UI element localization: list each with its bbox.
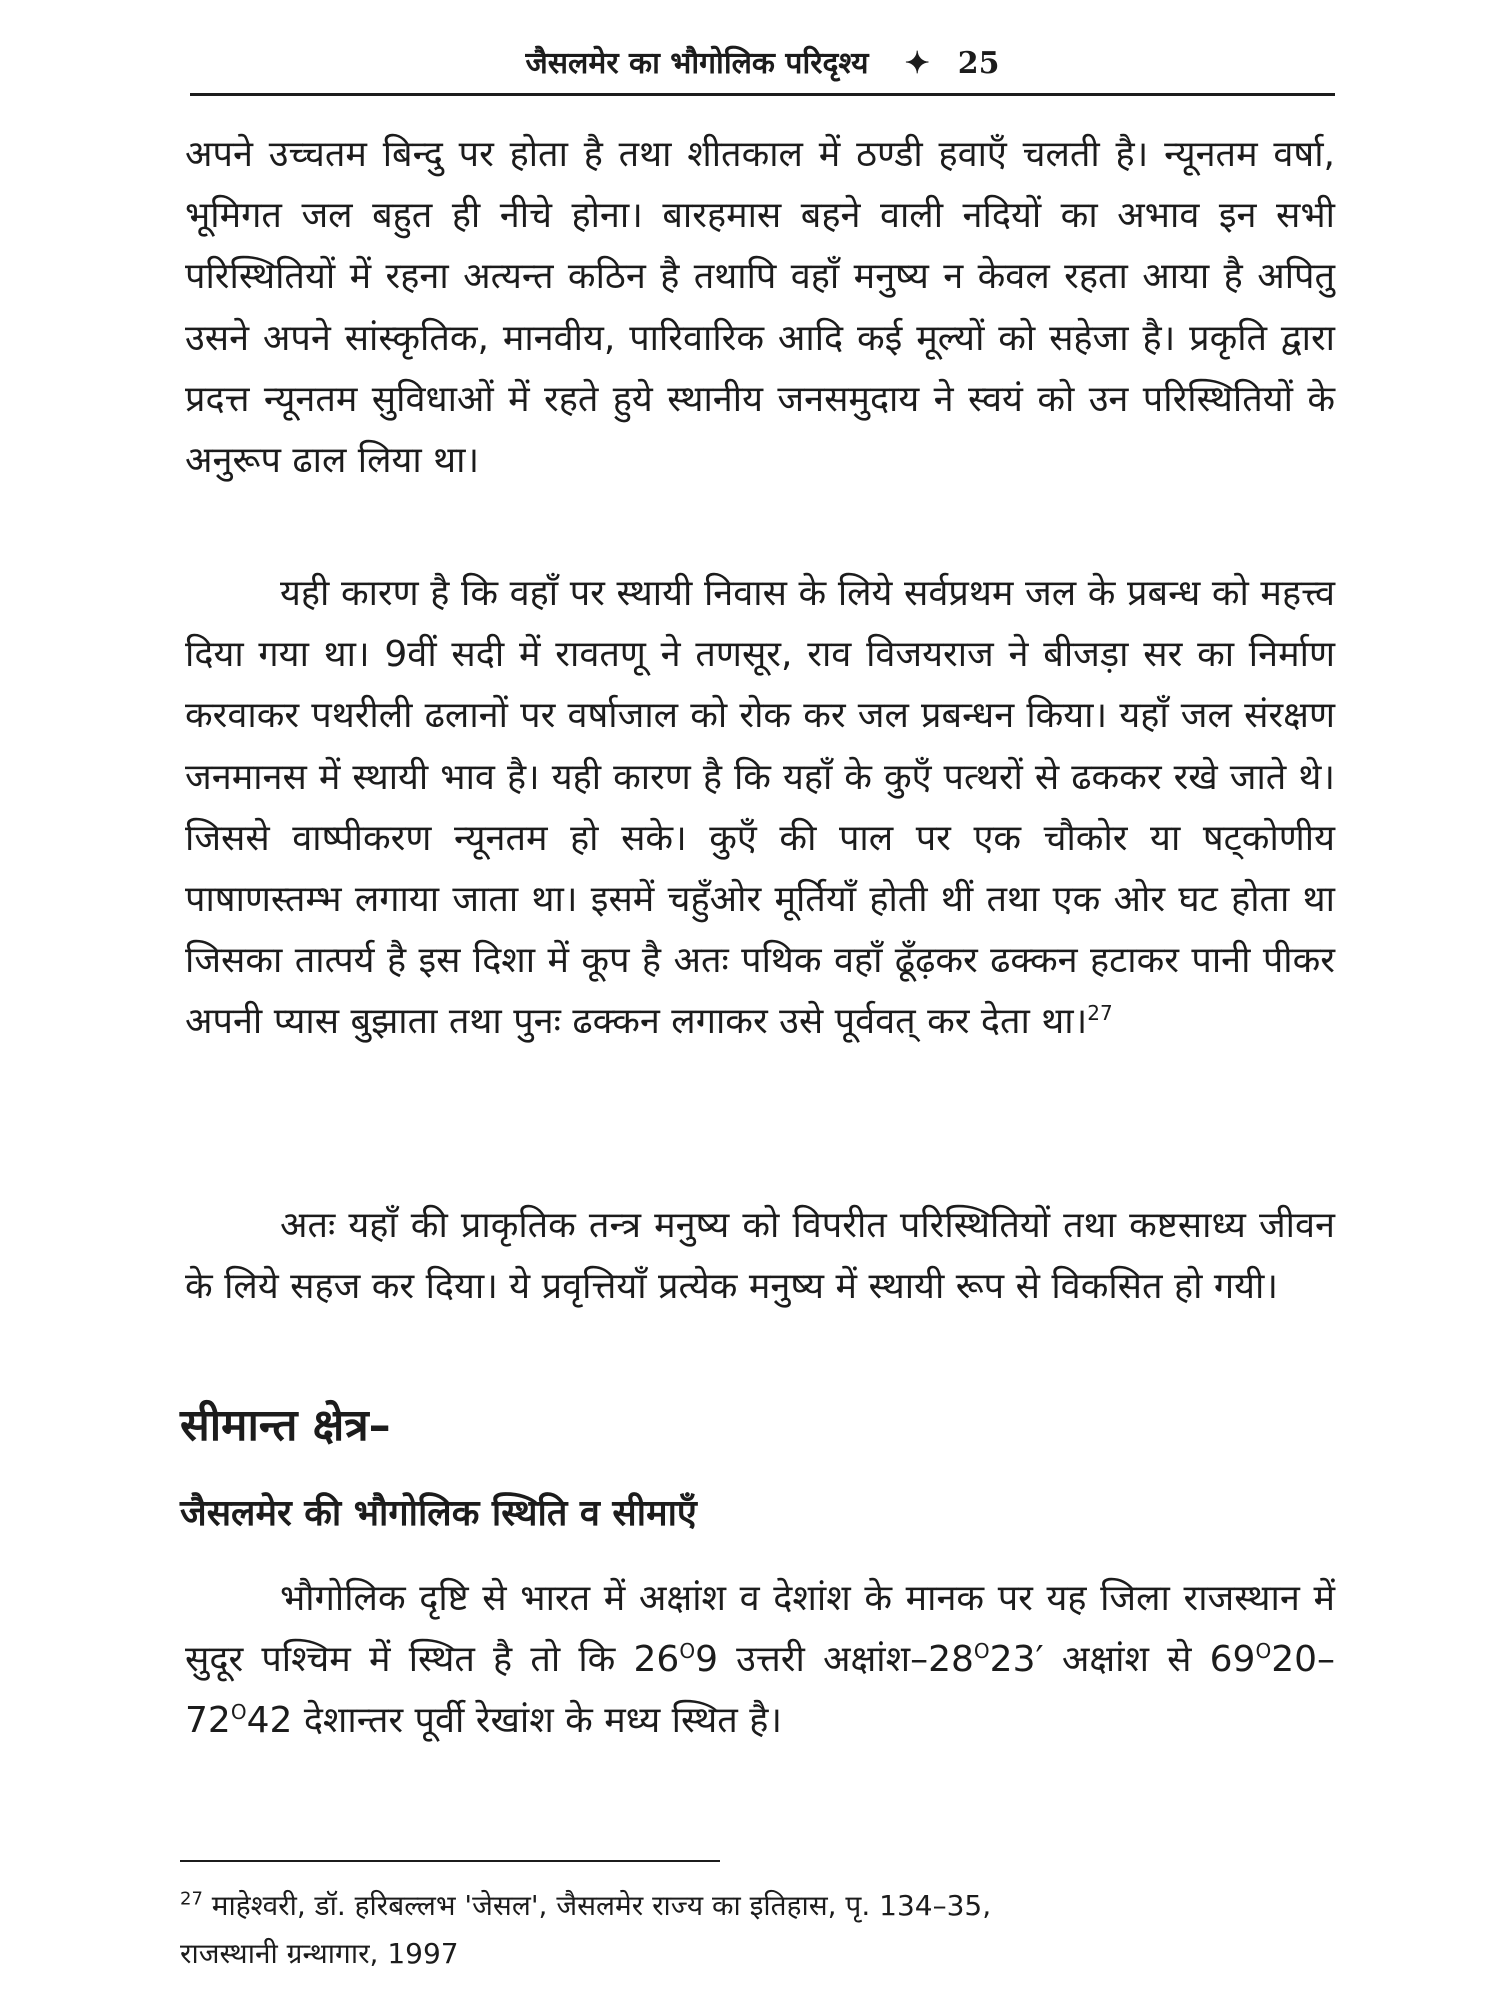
degree-mark: O [679,1639,696,1664]
running-header-title: जैसलमेर का भौगोलिक परिदृश्य [525,46,869,81]
paragraph-continued: अपने उच्चतम बिन्दु पर होता है तथा शीतकाल में ठण्डी हवाएँ चलती है। न्यूनतम वर्षा, भूमिगत जल बहुत ही नीचे होना। बारहमास बहने वाली नदियों का अभाव इन सभी परिस्थितियों में रहना अत्यन्त कठिन है तथापि वहाँ मनुष्य न केवल रहता आया है अपितु उसने अपने सांस्कृतिक, मानवीय, पारिवारिक आदि कई मूल्यों को सहेजा है। प्रकृति द्वारा प्रदत्त न्यूनतम सुविधाओं में रहते हुये स्थानीय जनसमुदाय ने स्वयं को उन परिस्थितियों के अनुरूप ढाल लिया था। [185,134,1335,482]
running-header [190,38,1335,90]
degree-mark: O [973,1639,990,1664]
location-text-5: 42 देशान्तर पूर्वी रेखांश के मध्य स्थित है। [246,1700,782,1742]
degree-mark: O [230,1700,247,1725]
footnote-number: 27 [180,1888,203,1910]
star-separator-icon: ✦ [904,46,930,81]
footnote-rule [180,1860,720,1862]
paragraph-water-management-text: यही कारण है कि वहाँ पर स्थायी निवास के लिये सर्वप्रथम जल के प्रबन्ध को महत्त्व दिया गया था। 9वीं सदी में रावतणू ने तणसूर, राव विजयराज ने बीजड़ा सर का निर्माण करवाकर पथरीली ढलानों पर वर्षाजाल को रोक कर जल प्रबन्धन किया। यहाँ जल संरक्षण जनमानस में स्थायी भाव है। यही कारण है कि यहाँ के कुएँ पत्थरों से ढककर रखे जाते थे। जिससे वाष्पीकरण न्यूनतम हो सके। कुएँ की पाल पर एक चौकोर या षट्कोणीय पाषाणस्तम्भ लगाया जाता था। इसमें चहुँओर मूर्तियाँ होती थीं तथा एक ओर घट होता था जिसका तात्पर्य है इस दिशा में कूप है अतः पथिक वहाँ ढूँढ़कर ढक्कन हटाकर पानी पीकर अपनी प्यास बुझाता तथा पुनः ढक्कन लगाकर उसे पूर्ववत् कर देता था। [185,573,1335,1043]
degree-mark: O [1255,1639,1272,1664]
section-subheading: जैसलमेर की भौगोलिक स्थिति व सीमाएँ [180,1493,697,1534]
location-text-1: भौगोलिक दृष्टि से भारत में अक्षांश व देशांश के मानक पर यह जिला राजस्थान में सुदूर पश्चिम में स्थित है तो कि 26 [185,1578,1335,1681]
paragraph-geographic-location [185,1568,1335,1752]
page-number: 25 [957,46,1000,81]
footnote-text: माहेश्वरी, डॉ. हरिबल्लभ 'जेसल', जैसलमेर राज्य का इतिहास, पृ. 134–35, [202,1889,992,1922]
footnote [180,1882,1330,1978]
header-rule [190,93,1335,96]
footnote-text-line2: राजस्थानी ग्रन्थागार, 1997 [180,1937,459,1970]
location-text-3: 23′ अक्षांश से 69 [989,1639,1256,1681]
paragraph-nature-adaptation: अतः यहाँ की प्राकृतिक तन्त्र मनुष्य को विपरीत परिस्थितियों तथा कष्टसाध्य जीवन के लिये सहज कर दिया। ये प्रवृत्तियाँ प्रत्येक मनुष्य में स्थायी रूप से विकसित हो गयी। [185,1205,1335,1308]
section-heading: सीमान्त क्षेत्र– [180,1400,391,1451]
location-text-4: 20–72 [185,1639,1336,1742]
paragraph-water-management [185,563,1335,1053]
location-text-2: 9 उत्तरी अक्षांश–28 [695,1639,974,1681]
footnote-reference: 27 [1087,1001,1113,1026]
